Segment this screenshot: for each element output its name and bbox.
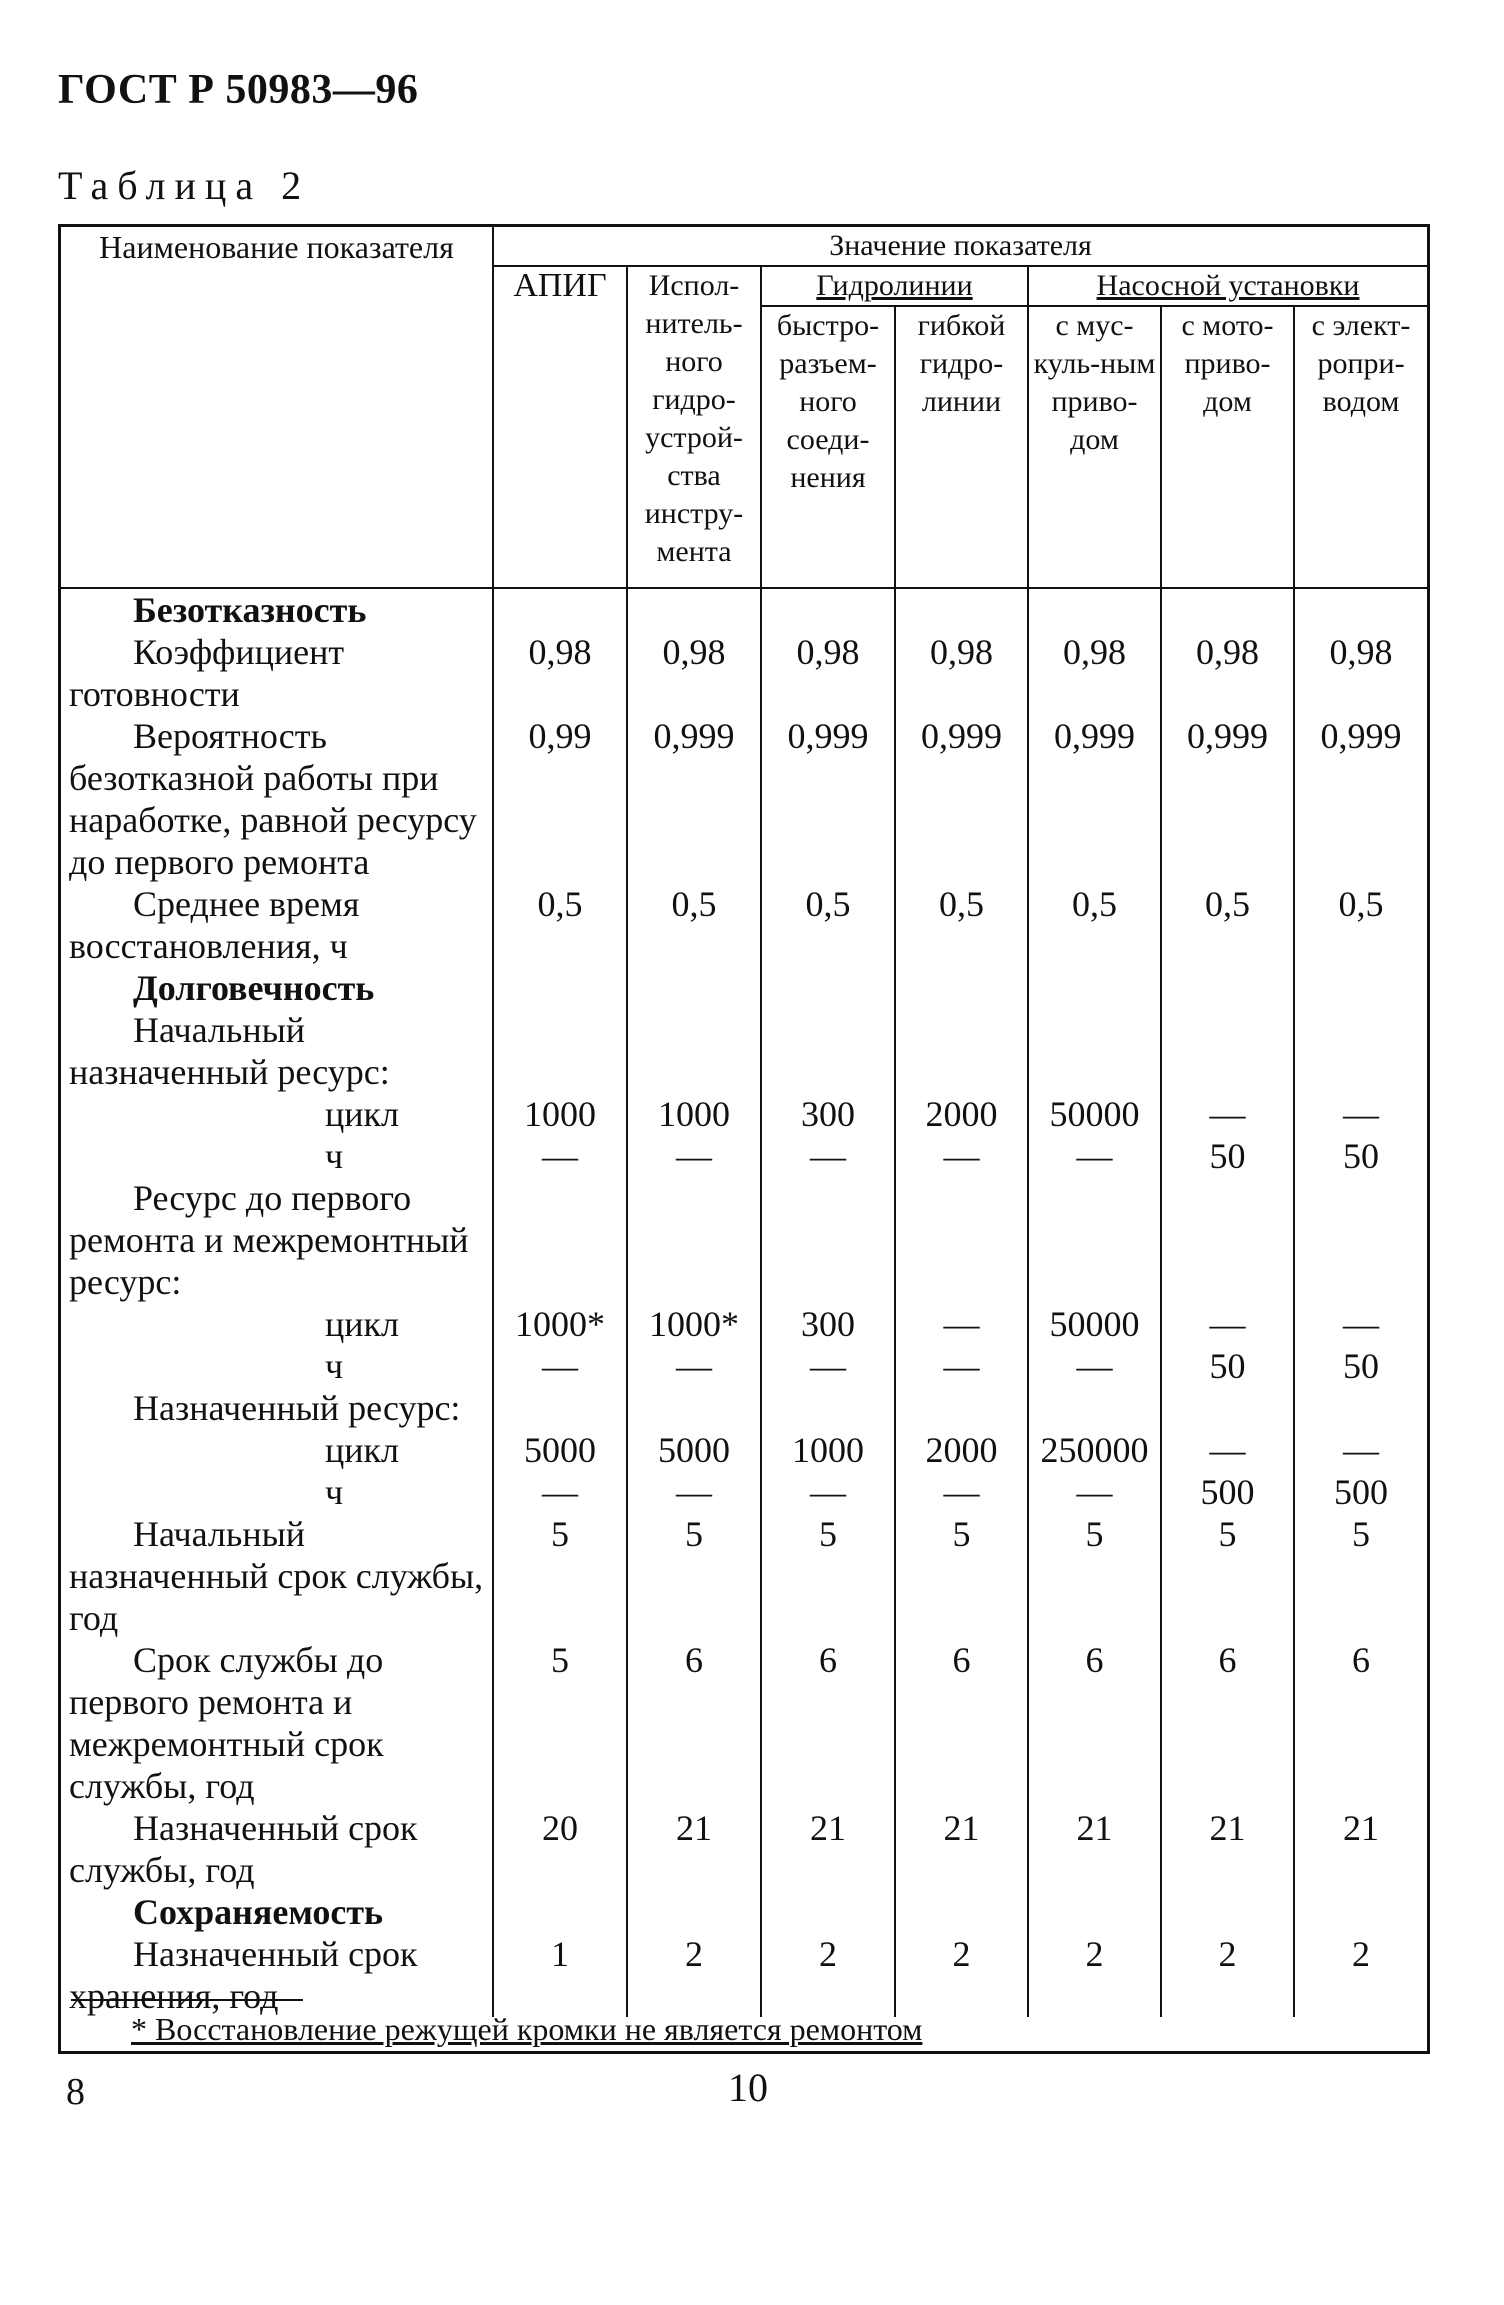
table-section-row <box>61 1891 1427 1933</box>
table-cell <box>761 1891 895 1933</box>
table-cell <box>1294 1387 1427 1429</box>
table-cell: — <box>1161 1093 1294 1135</box>
table-row <box>61 715 1427 883</box>
table-cell <box>493 967 627 1009</box>
table-cell <box>1161 967 1294 1009</box>
column-header-motor-drive: с мото-приво-дом <box>1161 306 1294 588</box>
table-cell: — <box>493 1471 627 1513</box>
table-cell: 5 <box>1028 1513 1161 1639</box>
table-cell: 0,999 <box>1028 715 1161 883</box>
table-cell <box>1294 1177 1427 1303</box>
table-cell <box>895 1387 1028 1429</box>
page-number-center: 10 <box>728 2065 768 2110</box>
table-cell: — <box>627 1345 761 1387</box>
table-row <box>61 1009 1427 1093</box>
table-row <box>61 631 1427 715</box>
row-label: цикл <box>325 1430 399 1470</box>
table-cell <box>1161 1009 1294 1093</box>
table-cell <box>627 1891 761 1933</box>
row-label: Среднее время восстановления, ч <box>69 884 360 966</box>
table-cell: 21 <box>1294 1807 1427 1891</box>
table-cell: 2000 <box>895 1429 1028 1471</box>
table-cell: — <box>1294 1093 1427 1135</box>
table-cell <box>895 1891 1028 1933</box>
row-label: ч <box>325 1136 344 1176</box>
section-title: Долговечность <box>133 968 375 1008</box>
table-cell: 50 <box>1161 1135 1294 1177</box>
table-caption: Таблица 2 <box>58 163 311 208</box>
table-cell: 5000 <box>493 1429 627 1471</box>
table-cell <box>493 1009 627 1093</box>
table-cell: — <box>1161 1429 1294 1471</box>
table-cell: 0,98 <box>1161 631 1294 715</box>
table-cell: 0,999 <box>761 715 895 883</box>
section-title: Безотказность <box>133 590 367 630</box>
table-cell <box>761 588 895 631</box>
table-cell <box>627 588 761 631</box>
table-cell: 0,98 <box>493 631 627 715</box>
table-cell: 21 <box>627 1807 761 1891</box>
table-cell <box>1161 588 1294 631</box>
table-cell: 6 <box>1161 1639 1294 1807</box>
row-label: цикл <box>325 1094 399 1134</box>
table-cell: 5 <box>627 1513 761 1639</box>
table-cell: — <box>895 1345 1028 1387</box>
table-row <box>61 1303 1427 1345</box>
table-cell <box>493 588 627 631</box>
table-cell <box>1028 588 1161 631</box>
table-cell <box>1028 1177 1161 1303</box>
table-cell: 2 <box>1161 1933 1294 2017</box>
table-cell: 1000* <box>627 1303 761 1345</box>
page-number-left: 8 <box>66 2071 85 2113</box>
table-cell: 0,999 <box>895 715 1028 883</box>
table-cell: 0,98 <box>895 631 1028 715</box>
table-section-row <box>61 588 1427 631</box>
table-row <box>61 1933 1427 2017</box>
table-cell: — <box>761 1135 895 1177</box>
table-cell: 21 <box>761 1807 895 1891</box>
table-cell <box>627 1177 761 1303</box>
table-cell: 2 <box>1294 1933 1427 2017</box>
table-cell <box>1161 1177 1294 1303</box>
table-cell <box>1028 967 1161 1009</box>
table-header <box>61 227 1427 588</box>
table-cell: 0,5 <box>493 883 627 967</box>
table-cell: — <box>895 1471 1028 1513</box>
table-row <box>61 1093 1427 1135</box>
table-cell: — <box>1294 1429 1427 1471</box>
table-cell: — <box>493 1135 627 1177</box>
table-cell <box>493 1177 627 1303</box>
table-cell: 0,99 <box>493 715 627 883</box>
table-row <box>61 1639 1427 1807</box>
table-cell <box>627 967 761 1009</box>
table-cell: 500 <box>1161 1471 1294 1513</box>
table-cell <box>895 588 1028 631</box>
table-cell: 21 <box>895 1807 1028 1891</box>
row-label: Назначенный срок службы, год <box>69 1808 418 1890</box>
table-cell <box>761 967 895 1009</box>
table-cell: 0,5 <box>1028 883 1161 967</box>
data-table <box>58 224 1430 2054</box>
table-cell: 0,98 <box>627 631 761 715</box>
row-label: Начальный назначенный ресурс: <box>69 1010 390 1092</box>
table-cell <box>895 1009 1028 1093</box>
table-cell <box>1028 1009 1161 1093</box>
table-row <box>61 1429 1427 1471</box>
table-cell: 0,5 <box>1161 883 1294 967</box>
table-cell: 300 <box>761 1093 895 1135</box>
row-label: Назначенный ресурс: <box>133 1388 461 1428</box>
row-label: Вероятность безотказной работы при наработке, равной ресурсу до первого ремонта <box>69 716 477 882</box>
column-header-electric-drive: с элект-ропри-водом <box>1294 306 1427 588</box>
table-cell <box>493 1891 627 1933</box>
row-label: ч <box>325 1346 344 1386</box>
table-cell: — <box>493 1345 627 1387</box>
table-cell: 250000 <box>1028 1429 1161 1471</box>
row-label: Назначенный срок хранения, год <box>69 1934 418 2016</box>
table-cell: 5 <box>493 1639 627 1807</box>
table-cell <box>1294 1009 1427 1093</box>
table-cell: 21 <box>1161 1807 1294 1891</box>
table-cell: 0,98 <box>1028 631 1161 715</box>
table-cell <box>1294 1891 1427 1933</box>
table-row <box>61 1807 1427 1891</box>
table-cell: 1000 <box>761 1429 895 1471</box>
table-cell <box>761 1177 895 1303</box>
column-header-executive: Испол-нитель-ного гидро-устрой-ства инстру-мента <box>627 266 761 588</box>
table-cell <box>1028 1891 1161 1933</box>
table-body <box>61 588 1427 2017</box>
table-cell: — <box>761 1471 895 1513</box>
table-row <box>61 1135 1427 1177</box>
table-cell: 5000 <box>627 1429 761 1471</box>
document-code: ГОСТ Р 50983—96 <box>58 67 419 113</box>
table-cell: 0,98 <box>1294 631 1427 715</box>
table-cell: 6 <box>627 1639 761 1807</box>
table-cell: 6 <box>1028 1639 1161 1807</box>
table-cell <box>761 1387 895 1429</box>
table-cell: 21 <box>1028 1807 1161 1891</box>
column-header-flexible-line: гибкой гидро-линии <box>895 306 1028 588</box>
table-cell <box>761 1009 895 1093</box>
table-cell: 50000 <box>1028 1303 1161 1345</box>
table-cell: 0,5 <box>895 883 1028 967</box>
column-header-quick-coupling: быстро-разъем-ного соеди-нения <box>761 306 895 588</box>
row-label: цикл <box>325 1304 399 1344</box>
table-cell: 6 <box>895 1639 1028 1807</box>
table-cell: 5 <box>895 1513 1028 1639</box>
table-cell <box>1028 1387 1161 1429</box>
table-cell <box>895 1177 1028 1303</box>
footnote: * Восстановление режущей кромки не является ремонтом <box>131 2011 923 2047</box>
table-cell: 0,5 <box>1294 883 1427 967</box>
table-cell <box>493 1387 627 1429</box>
table-cell: 2 <box>1028 1933 1161 2017</box>
table-cell: — <box>895 1303 1028 1345</box>
table-row <box>61 883 1427 967</box>
table-cell: — <box>1028 1345 1161 1387</box>
table-cell <box>1294 967 1427 1009</box>
table-cell: 1 <box>493 1933 627 2017</box>
column-header-name: Наименование показателя <box>61 227 493 588</box>
row-label: ч <box>325 1472 344 1512</box>
table-cell: 50 <box>1294 1135 1427 1177</box>
column-header-value: Значение показателя <box>493 227 1427 266</box>
row-label: Ресурс до первого ремонта и межремонтный ресурс: <box>69 1178 469 1302</box>
row-label: Коэффициент готовности <box>69 632 345 714</box>
table-cell: 5 <box>1161 1513 1294 1639</box>
table-cell <box>895 967 1028 1009</box>
table-cell: 6 <box>1294 1639 1427 1807</box>
table-row <box>61 1177 1427 1303</box>
table-cell: — <box>627 1135 761 1177</box>
table-cell: 1000* <box>493 1303 627 1345</box>
table-cell: — <box>1161 1303 1294 1345</box>
table-cell: 0,999 <box>1161 715 1294 883</box>
table-cell: — <box>1294 1303 1427 1345</box>
table-row <box>61 1471 1427 1513</box>
table-cell <box>627 1387 761 1429</box>
table-cell: 0,5 <box>761 883 895 967</box>
table-cell: 1000 <box>493 1093 627 1135</box>
footnote-divider <box>71 1999 303 2001</box>
table-cell: — <box>627 1471 761 1513</box>
column-group-hydrolines: Гидролинии <box>761 266 1028 306</box>
table-cell <box>627 1009 761 1093</box>
table-cell: 0,98 <box>761 631 895 715</box>
column-header-muscle-drive: с мус-куль-ным приво-дом <box>1028 306 1161 588</box>
row-label: Начальный назначенный срок службы, год <box>69 1514 484 1638</box>
table-cell: — <box>1028 1135 1161 1177</box>
table-cell <box>1294 588 1427 631</box>
table-row <box>61 1513 1427 1639</box>
table-cell: — <box>761 1345 895 1387</box>
table-row <box>61 1387 1427 1429</box>
table-row <box>61 1345 1427 1387</box>
table-cell <box>1161 1387 1294 1429</box>
table-cell: 6 <box>761 1639 895 1807</box>
table-cell: 0,999 <box>627 715 761 883</box>
table-cell: — <box>895 1135 1028 1177</box>
table-cell: 50 <box>1294 1345 1427 1387</box>
table-cell: 1000 <box>627 1093 761 1135</box>
table-cell: 2000 <box>895 1093 1028 1135</box>
table-cell: 50000 <box>1028 1093 1161 1135</box>
table-cell: 500 <box>1294 1471 1427 1513</box>
table-cell: 5 <box>493 1513 627 1639</box>
table-cell: 2 <box>761 1933 895 2017</box>
table-cell: 20 <box>493 1807 627 1891</box>
table-cell: 300 <box>761 1303 895 1345</box>
table-grid <box>61 227 1427 2017</box>
column-header-apig: АПИГ <box>493 266 627 588</box>
section-title: Сохраняемость <box>133 1892 384 1932</box>
table-cell: 0,5 <box>627 883 761 967</box>
table-cell: 2 <box>627 1933 761 2017</box>
table-cell <box>1161 1891 1294 1933</box>
table-cell: 0,999 <box>1294 715 1427 883</box>
table-section-row <box>61 967 1427 1009</box>
table-cell: — <box>1028 1471 1161 1513</box>
column-group-pump: Насосной установки <box>1028 266 1427 306</box>
table-cell: 5 <box>1294 1513 1427 1639</box>
row-label: Срок службы до первого ремонта и межремонтный срок службы, год <box>69 1640 384 1806</box>
table-cell: 2 <box>895 1933 1028 2017</box>
table-cell: 5 <box>761 1513 895 1639</box>
table-cell: 50 <box>1161 1345 1294 1387</box>
